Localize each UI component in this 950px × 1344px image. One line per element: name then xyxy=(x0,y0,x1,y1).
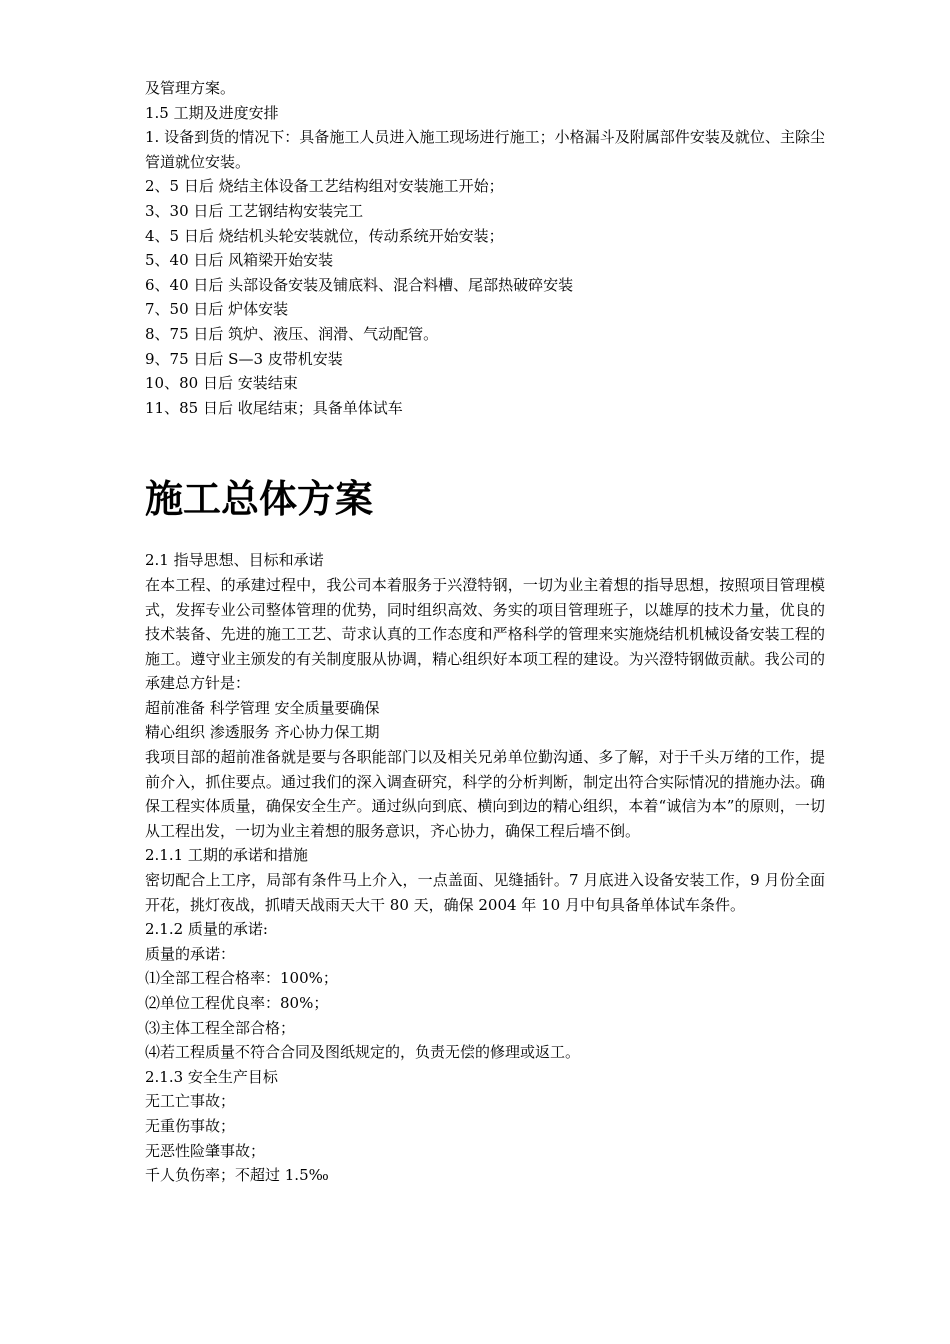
motto-line: 精心组织 渗透服务 齐心协力保工期 xyxy=(145,723,380,742)
schedule-item: 2、5 日后 烧结主体设备工艺结构组对安装施工开始； xyxy=(145,177,504,196)
subheading-2-1: 2.1 指导思想、目标和承诺 xyxy=(145,551,324,570)
schedule-item: 7、50 日后 炉体安装 xyxy=(145,300,289,319)
safety-list xyxy=(145,1089,825,1187)
document-page xyxy=(145,76,825,1188)
motto-line: 超前准备 科学管理 安全质量要确保 xyxy=(145,698,380,717)
guiding-paragraph: 在本工程、的承建过程中，我公司本着服务于兴澄特钢，一切为业主着想的指导思想，按照项目管理模式，发挥专业公司整体管理的优势，同时组织高效、务实的项目管理班子，以雄厚的技术力量，优良的技术装备、先进的施工工艺、苛求认真的工作态度和严格科学的管理来实施烧结机机械设备安装工程的施工。遵守业主颁发的有关制度服从协调，精心组织好本项工程的建设。为兴澄特钢做贡献。我公司的承建总方针是： xyxy=(145,575,825,693)
safety-item: 无重伤事故； xyxy=(145,1116,236,1135)
schedule-item: 9、75 日后 S—3 皮带机安装 xyxy=(145,349,343,368)
section-title: 施工总体方案 xyxy=(145,476,374,522)
safety-item: 千人负伤率；不超过 1.5‰ xyxy=(145,1166,329,1185)
quality-list xyxy=(145,966,825,1064)
quality-item: ⑵单位工程优良率：80%； xyxy=(145,994,329,1012)
subheading-2-1-1: 2.1.1 工期的承诺和措施 xyxy=(145,846,308,865)
schedule-item: 6、40 日后 头部设备安装及铺底料、混合料槽、尾部热破碎安装 xyxy=(145,275,574,294)
schedule-item: 8、75 日后 筑炉、液压、润滑、气动配管。 xyxy=(145,324,439,343)
subheading-1-5: 1.5 工期及进度安排 xyxy=(145,103,279,122)
preparation-paragraph: 我项目部的超前准备就是要与各职能部门以及相关兄弟单位勤沟通、多了解，对于千头万绪的工作，提前介入，抓住要点。通过我们的深入调查研究，科学的分析判断，制定出符合实际情况的措施办法。确保工程实体质量，确保安全生产。通过纵向到底、横向到边的精心组织，本着“诚信为本”的原则，一切从工程出发，一切为业主着想的服务意识，齐心协力，确保工程后墙不倒。 xyxy=(145,748,825,840)
subheading-2-1-2: 2.1.2 质量的承诺: xyxy=(145,920,268,939)
intro-tail: 及管理方案。 xyxy=(145,79,236,97)
quality-item: ⑶主体工程全部合格； xyxy=(145,1018,296,1037)
quality-label: 质量的承诺： xyxy=(145,944,236,963)
schedule-item: 1. 设备到货的情况下：具备施工人员进入施工现场进行施工；小格漏斗及附属部件安装及就位、主除尘管道就位安装。 xyxy=(145,128,825,171)
safety-item: 无工亡事故； xyxy=(145,1092,236,1111)
subheading-2-1-3: 2.1.3 安全生产目标 xyxy=(145,1067,278,1086)
quality-item: ⑴全部工程合格率：100%； xyxy=(145,969,338,988)
schedule-item: 11、85 日后 收尾结束；具备单体试车 xyxy=(145,398,403,417)
safety-item: 无恶性险肇事故； xyxy=(145,1141,266,1160)
schedule-item: 4、5 日后 烧结机头轮安装就位，传动系统开始安装； xyxy=(145,226,504,245)
schedule-item: 10、80 日后 安装结束 xyxy=(145,374,298,393)
schedule-item: 5、40 日后 风箱梁开始安装 xyxy=(145,251,334,270)
schedule-list xyxy=(145,125,825,420)
quality-item: ⑷若工程质量不符合合同及图纸规定的，负责无偿的修理或返工。 xyxy=(145,1043,581,1062)
schedule-item: 3、30 日后 工艺钢结构安装完工 xyxy=(145,201,364,220)
schedule-commitment-paragraph: 密切配合上工序，局部有条件马上介入，一点盖面、见缝插针。7 月底进入设备安装工作，9 月份全面开花，挑灯夜战，抓晴天战雨天大干 80 天，确保 2004 年 10 月中旬具备单体试车条件。 xyxy=(145,871,825,914)
